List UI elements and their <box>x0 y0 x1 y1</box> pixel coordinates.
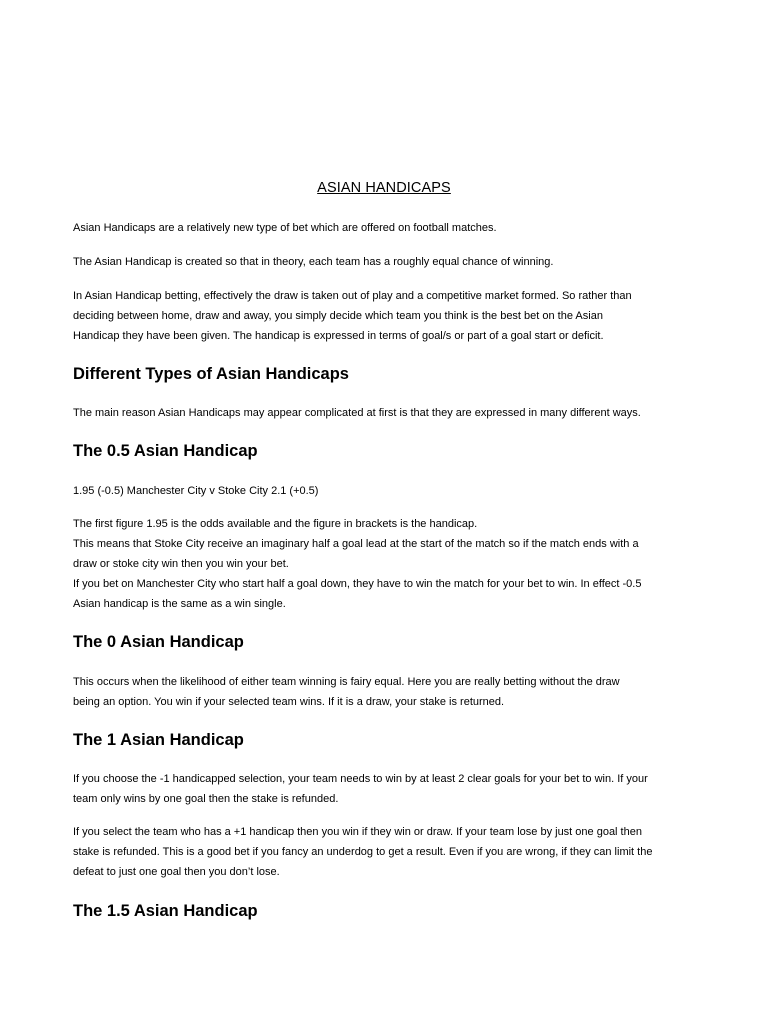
text-line: stake is refunded. This is a good bet if you fancy an underdog to get a result. Even if you are wrong, if they can limit the <box>73 846 653 858</box>
heading-one-half-handicap: The 1.5 Asian Handicap <box>73 902 258 920</box>
text-line: Handicap they have been given. The handicap is expressed in terms of goal/s or part of a goal start or deficit. <box>73 330 604 342</box>
document-title: ASIAN HANDICAPS <box>317 180 451 196</box>
one-minus-paragraph <box>73 769 703 809</box>
text-line: deciding between home, draw and away, you simply decide which team you think is the best bet on the Asian <box>73 310 603 322</box>
text-line: This means that Stoke City receive an imaginary half a goal lead at the start of the match so if the match ends with a <box>73 538 639 550</box>
heading-one-handicap: The 1 Asian Handicap <box>73 731 244 749</box>
draw-paragraph <box>73 286 703 346</box>
types-paragraph: The main reason Asian Handicaps may appear complicated at first is that they are expressed in many different ways. <box>73 407 641 419</box>
text-line: draw or stoke city win then you win your bet. <box>73 558 289 570</box>
text-line: If you bet on Manchester City who start half a goal down, they have to win the match for your bet to win. In effect -0.5 <box>73 578 642 590</box>
intro-paragraph-1: Asian Handicaps are a relatively new type of bet which are offered on football matches. <box>73 222 497 234</box>
text-line: If you select the team who has a +1 handicap then you win if they win or draw. If your team lose by just one goal then <box>73 826 642 838</box>
text-line: This occurs when the likelihood of either team winning is fairy equal. Here you are really betting without the draw <box>73 676 620 688</box>
text-line: The first figure 1.95 is the odds available and the figure in brackets is the handicap. <box>73 518 478 530</box>
heading-half-handicap: The 0.5 Asian Handicap <box>73 442 258 460</box>
heading-zero-handicap: The 0 Asian Handicap <box>73 633 244 651</box>
text-line: team only wins by one goal then the stake is refunded. <box>73 793 339 805</box>
text-line: being an option. You win if your selected team wins. If it is a draw, your stake is returned. <box>73 696 505 708</box>
text-line: In Asian Handicap betting, effectively the draw is taken out of play and a competitive market formed. So rather than <box>73 290 632 302</box>
text-line: Asian handicap is the same as a win single. <box>73 598 286 610</box>
heading-different-types: Different Types of Asian Handicaps <box>73 365 349 383</box>
half-handicap-explanation <box>73 514 703 614</box>
text-line: defeat to just one goal then you don’t lose. <box>73 866 280 878</box>
zero-handicap-paragraph <box>73 672 703 712</box>
intro-paragraph-2: The Asian Handicap is created so that in theory, each team has a roughly equal chance of winning. <box>73 256 554 268</box>
text-line: If you choose the -1 handicapped selection, your team needs to win by at least 2 clear goals for your bet to win. If your <box>73 773 648 785</box>
half-handicap-example: 1.95 (-0.5) Manchester City v Stoke City 2.1 (+0.5) <box>73 485 319 497</box>
one-plus-paragraph <box>73 822 703 882</box>
